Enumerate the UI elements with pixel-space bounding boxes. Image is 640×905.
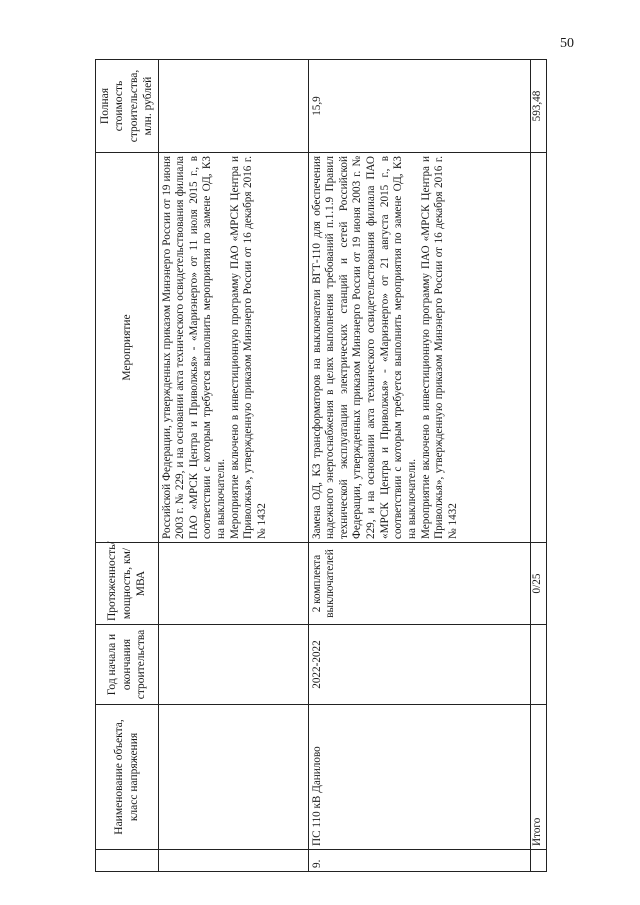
rotated-table-container bbox=[95, 60, 545, 872]
cell-name bbox=[158, 705, 308, 850]
total-cost: 593,48 bbox=[530, 60, 546, 153]
measure-paragraph: Замена ОД, КЗ трансформаторов на выключатели ВГТ-110 для обеспечения надежного энергоснабжения в целях выполнения требований п.1.1.9 Правил технической эксплуатации электрических станций и сетей Российской Федерации, утвержденных приказом Минэнерго России от 19 июня 2003 г. № 229, и на основании акта технического освидетельствования филиала ПАО «МРСК Центра и Приволжья» - «Мариэнерго» от 21 августа 2015 г., в соответствии с которым требуется выполнить мероприятия по замене ОД, КЗ на выключатели. bbox=[310, 156, 419, 539]
total-label: Итого bbox=[530, 705, 546, 850]
cell-measure bbox=[158, 153, 308, 543]
total-capacity: 0/25 bbox=[530, 543, 546, 625]
total-num bbox=[530, 850, 546, 872]
cell-years bbox=[158, 625, 308, 705]
header-capacity: Протяженность/ мощность, км/МВА bbox=[96, 543, 159, 625]
total-years bbox=[530, 625, 546, 705]
header-measure: Мероприятие bbox=[96, 153, 159, 543]
total-measure bbox=[530, 153, 546, 543]
header-name: Наименование объекта, класс напряжения bbox=[96, 705, 159, 850]
cell-num: 9. bbox=[308, 850, 530, 872]
table-row-continuation bbox=[158, 60, 308, 872]
cell-capacity: 2 комплекта выключателей bbox=[308, 543, 530, 625]
header-cost: Полная стоимость строительства, млн. рублей bbox=[96, 60, 159, 153]
cell-measure bbox=[308, 153, 530, 543]
measure-paragraph: Мероприятие включено в инвестиционную программу ПАО «МРСК Центра и Приволжья», утвержденную приказом Минэнерго России от 16 декабря 2016 г. № 1432 bbox=[228, 156, 269, 539]
table-total-row bbox=[530, 60, 546, 872]
cell-cost bbox=[158, 60, 308, 153]
header-num bbox=[96, 850, 159, 872]
table-row bbox=[308, 60, 530, 872]
cell-capacity bbox=[158, 543, 308, 625]
cell-cost: 15,9 bbox=[308, 60, 530, 153]
cell-years: 2022-2022 bbox=[308, 625, 530, 705]
header-years: Год начала и окончания строительства bbox=[96, 625, 159, 705]
cell-name: ПС 110 кВ Данилово bbox=[308, 705, 530, 850]
cell-num bbox=[158, 850, 308, 872]
rotated-table-area bbox=[95, 60, 545, 872]
investment-table bbox=[95, 59, 547, 872]
measure-paragraph: Российской Федерации, утвержденных приказом Минэнерго России от 19 июня 2003 г. № 229, и на основании акта технического освидетельствования филиала ПАО «МРСК Центра и Приволжья» - «Мариэнерго» от 11 июля 2015 г., в соответствии с которым требуется выполнить мероприятия по замене ОД, КЗ на выключатели. bbox=[160, 156, 228, 539]
table-header-row bbox=[96, 60, 159, 872]
page-number: 50 bbox=[560, 36, 574, 51]
measure-paragraph: Мероприятие включено в инвестиционную программу ПАО «МРСК Центра и Приволжья», утвержденную приказом Минэнерго России от 16 декабря 2016 г. № 1432 bbox=[419, 156, 460, 539]
